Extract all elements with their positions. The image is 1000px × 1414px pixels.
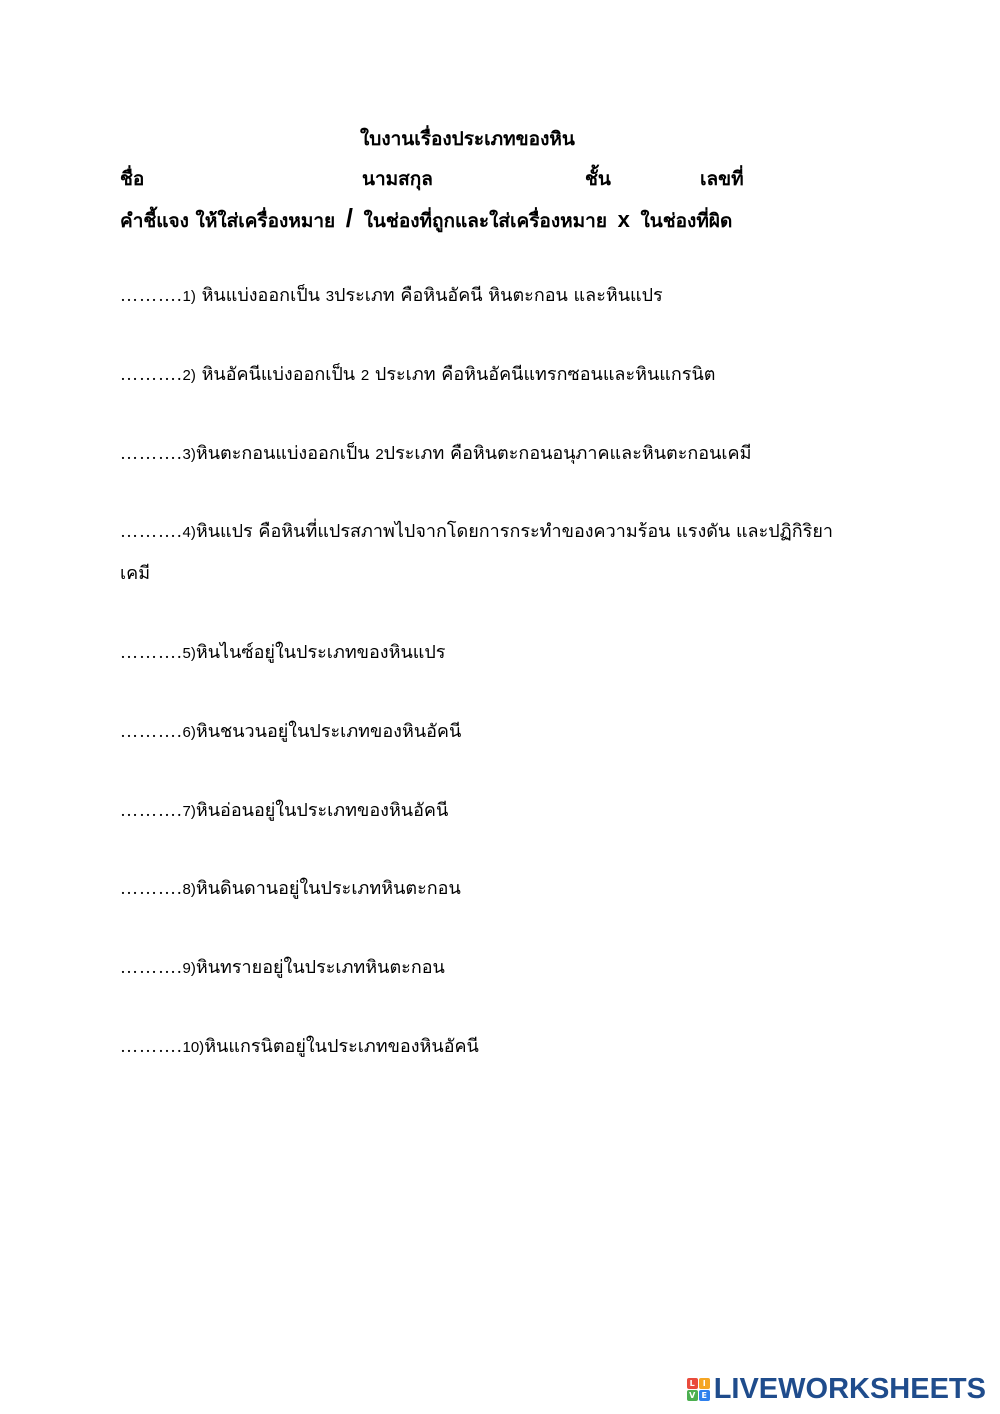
liveworksheets-logo-text: LIVEWORKSHEETS <box>713 1373 986 1405</box>
liveworksheets-logo-icon <box>687 1378 710 1401</box>
question-number: 2) <box>182 367 196 384</box>
logo-tile-e: E <box>699 1390 710 1401</box>
question-item-1 <box>120 273 663 319</box>
wrong-mark: x <box>617 207 630 232</box>
question-number: 1) <box>182 288 196 305</box>
logo-tile-l: L <box>687 1378 698 1389</box>
question-text-rest: ประเภท คือหินตะกอนอนุภาคและหินตะกอนเคมี <box>383 443 752 464</box>
answer-blank[interactable]: ………. <box>120 957 183 977</box>
question-text: หินแปร คือหินที่แปรสภาพไปจากโดยการกระทำของความร้อน แรงดัน และปฏิกิริยา <box>195 521 833 542</box>
question-item-6 <box>120 709 461 755</box>
answer-blank[interactable]: ………. <box>120 800 183 820</box>
question-item-9 <box>120 945 445 991</box>
question-item-10 <box>120 1024 479 1070</box>
question-text: หินไนซ์อยู่ในประเภทของหินแปร <box>195 642 446 663</box>
liveworksheets-logo[interactable] <box>687 1373 986 1406</box>
instruction-text-1: คำชี้แจง ให้ใส่เครื่องหมาย <box>120 210 336 232</box>
instruction-text-2: ในช่องที่ถูกและใส่เครื่องหมาย <box>363 210 607 232</box>
question-text: หินทรายอยู่ในประเภทหินตะกอน <box>195 957 445 978</box>
question-number: 6) <box>182 724 196 741</box>
question-item-4-continuation: เคมี <box>120 563 151 584</box>
number-label: เลขที่ <box>700 168 744 190</box>
question-number: 7) <box>182 803 196 820</box>
answer-blank[interactable]: ………. <box>120 364 183 384</box>
question-text: หินอัคนีแบ่งออกเป็น <box>195 364 361 385</box>
answer-blank[interactable]: ………. <box>120 521 183 541</box>
question-text: หินแบ่งออกเป็น <box>195 285 326 306</box>
question-text: หินอ่อนอยู่ในประเภทของหินอัคนี <box>195 800 449 821</box>
question-text-rest: ประเภท คือหินอัคนี หินตะกอน และหินแปร <box>334 285 663 306</box>
question-item-4 <box>120 509 833 555</box>
logo-tile-i: I <box>699 1378 710 1389</box>
question-text: หินชนวนอยู่ในประเภทของหินอัคนี <box>195 721 462 742</box>
answer-blank[interactable]: ………. <box>120 285 183 305</box>
answer-blank[interactable]: ………. <box>120 443 183 463</box>
question-item-5 <box>120 630 445 676</box>
question-number: 5) <box>182 645 196 662</box>
question-number: 4) <box>182 524 196 541</box>
question-number: 10) <box>182 1039 205 1056</box>
surname-label: นามสกุล <box>362 168 433 190</box>
instruction-text-3: ในช่องที่ผิด <box>640 210 733 232</box>
answer-blank[interactable]: ………. <box>120 642 183 662</box>
question-number: 3) <box>182 446 196 463</box>
question-number: 8) <box>182 881 196 898</box>
question-inline-number: 3 <box>325 288 335 305</box>
instruction <box>120 203 732 236</box>
name-label: ชื่อ <box>120 168 145 190</box>
answer-blank[interactable]: ………. <box>120 721 183 741</box>
correct-mark: / <box>345 203 354 233</box>
worksheet-title: ใบงานเรื่องประเภทของหิน <box>360 128 575 150</box>
question-item-3 <box>120 431 751 477</box>
question-text: หินดินดานอยู่ในประเภทหินตะกอน <box>195 878 461 899</box>
question-text-rest: ประเภท คือหินอัคนีแทรกซอนและหินแกรนิต <box>369 364 716 385</box>
question-text: หินตะกอนแบ่งออกเป็น <box>195 443 376 464</box>
question-item-7 <box>120 788 448 834</box>
question-text: หินแกรนิตอยู่ในประเภทของหินอัคนี <box>204 1036 479 1057</box>
logo-tile-v: V <box>687 1390 698 1401</box>
question-item-2 <box>120 352 715 398</box>
question-inline-number: 2 <box>360 367 370 384</box>
class-label: ชั้น <box>585 168 611 190</box>
answer-blank[interactable]: ………. <box>120 878 183 898</box>
answer-blank[interactable]: ………. <box>120 1036 183 1056</box>
question-inline-number: 2 <box>375 446 384 463</box>
question-item-8 <box>120 866 461 912</box>
question-number: 9) <box>182 960 196 977</box>
